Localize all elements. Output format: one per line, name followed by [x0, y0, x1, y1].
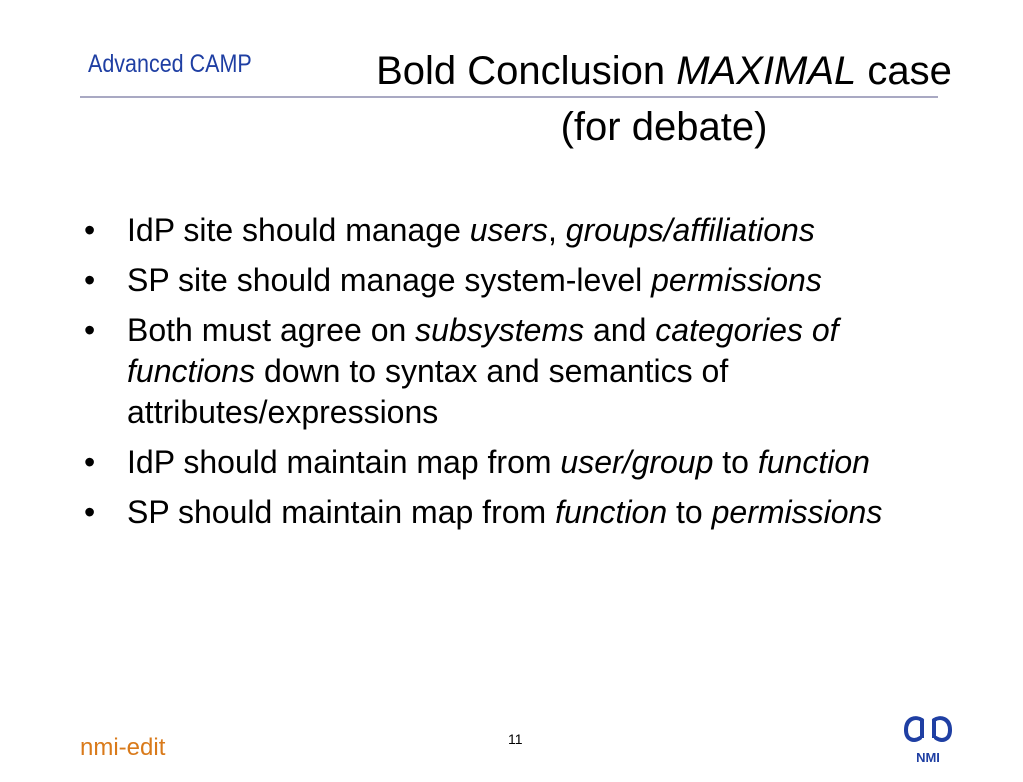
- bullet-text-emphasis: permissions: [651, 262, 822, 298]
- slide-title-line-2: (for debate): [560, 105, 768, 149]
- bullet-text: to: [667, 494, 712, 530]
- bullet-marker: •: [84, 494, 96, 530]
- bullet-marker: •: [84, 262, 96, 298]
- bullet-list: [84, 210, 944, 542]
- slide-title: [300, 43, 1023, 155]
- bullet-item: [84, 442, 944, 483]
- bullet-item: [84, 310, 944, 433]
- bullet-item: [84, 210, 944, 251]
- bullet-text: SP site should manage system-level: [127, 262, 652, 298]
- bullet-marker: •: [84, 312, 96, 348]
- bullet-text: SP should maintain map from: [127, 494, 556, 530]
- bullet-text: ,: [548, 212, 566, 248]
- bullet-text-emphasis: subsystems: [415, 312, 585, 348]
- header-brand: Advanced CAMP: [88, 50, 252, 78]
- bullet-text-emphasis: function: [757, 444, 870, 480]
- footer-brand: nmi-edit: [80, 734, 166, 761]
- bullet-text-emphasis: permissions: [711, 494, 883, 530]
- bullet-text-emphasis: categories of functions: [127, 312, 839, 389]
- bullet-text: down to syntax and semantics of attributes/expressions: [127, 353, 729, 430]
- bullet-text: and: [584, 312, 656, 348]
- bullet-text: IdP should maintain map from: [127, 444, 561, 480]
- slide-title-line-1: [300, 43, 1023, 99]
- bullet-marker: •: [84, 444, 96, 480]
- title-text-emphasis: MAXIMAL: [676, 49, 857, 93]
- bullet-text: IdP site should manage: [127, 212, 470, 248]
- bullet-text-emphasis: function: [555, 494, 668, 530]
- bullet-item: [84, 260, 944, 301]
- title-text-pre: Bold Conclusion: [376, 49, 677, 93]
- nmi-logo-text: NMI: [916, 750, 940, 765]
- page-number: 11: [508, 731, 523, 747]
- bullet-text: Both must agree on: [127, 312, 416, 348]
- bullet-text-emphasis: user/group: [560, 444, 714, 480]
- title-text-post: case: [856, 49, 952, 93]
- bullet-item: [84, 492, 944, 533]
- nmi-logo-icon: [900, 708, 956, 768]
- bullet-text-emphasis: users: [469, 212, 548, 248]
- bullet-marker: •: [84, 212, 96, 248]
- bullet-text-emphasis: groups/affiliations: [565, 212, 815, 248]
- bullet-text: to: [713, 444, 758, 480]
